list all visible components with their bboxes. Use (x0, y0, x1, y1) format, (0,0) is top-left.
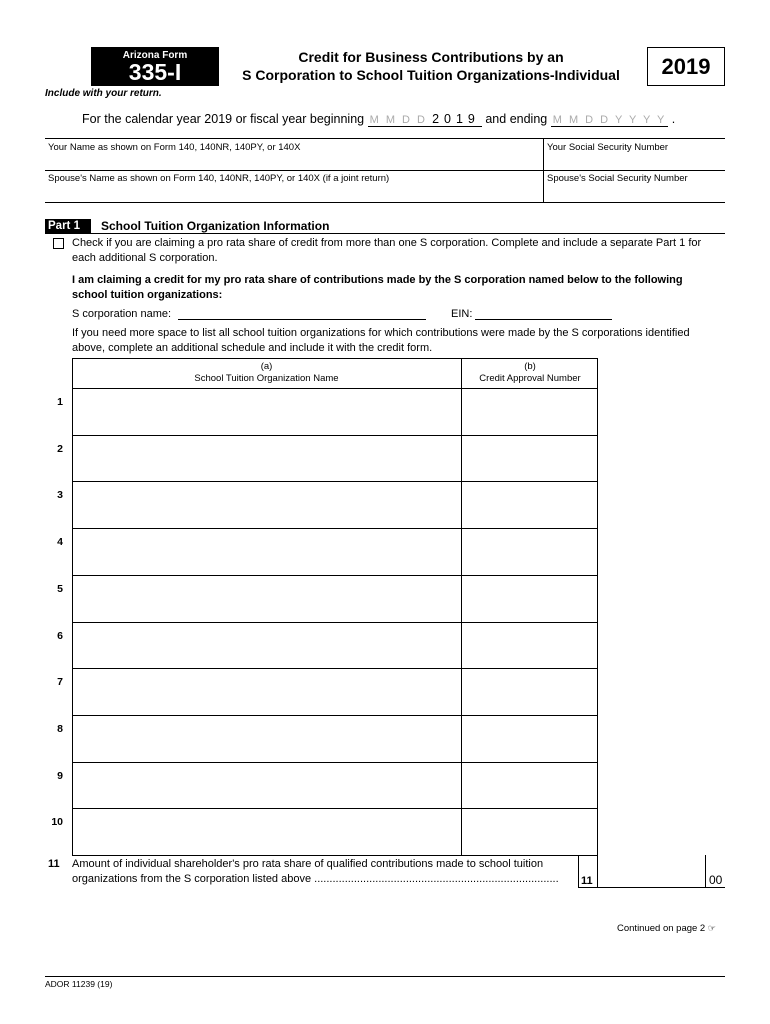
sto-name-field[interactable] (73, 716, 461, 761)
form-number: 335-I (128, 59, 182, 85)
table-row-number: 10 (51, 816, 63, 828)
line11-cents-divider (705, 855, 706, 888)
credit-approval-number-field[interactable] (462, 389, 597, 434)
line11-text (72, 857, 572, 887)
sto-name-field[interactable] (73, 763, 461, 808)
part1-title: School Tuition Organization Information (101, 219, 330, 233)
table-row-number: 8 (57, 723, 63, 735)
name-mid-rule (45, 170, 725, 171)
line11-text-line2: organizations from the S corporation listed above ................................................................................ (72, 873, 559, 885)
include-note: Include with your return. (45, 88, 162, 99)
pointing-hand-icon: ☞ (707, 923, 716, 933)
table-row-number: 9 (57, 770, 63, 782)
checkbox-text-line1: Check if you are claiming a pro rata share of credit from more than one S corporation. Complete and include a separate Part 1 for (72, 237, 702, 249)
s-corp-name-field[interactable] (178, 306, 426, 319)
spouse-name-field[interactable] (45, 184, 542, 201)
col-a-title: School Tuition Organization Name (194, 373, 339, 384)
line11-amount-field[interactable] (598, 856, 705, 887)
sto-name-field[interactable] (73, 576, 461, 621)
table-row-number: 5 (57, 583, 63, 595)
sto-name-field[interactable] (73, 809, 461, 854)
claim-line1: I am claiming a credit for my pro rata share of contributions made by the S corporation named below to the following (72, 274, 683, 286)
spouse-ssn-field[interactable] (544, 184, 725, 201)
footer-rule (45, 976, 725, 977)
form-code: ADOR 11239 (19) (45, 979, 113, 989)
calendar-suffix: . (671, 112, 676, 126)
form-title (222, 48, 640, 84)
sto-name-field[interactable] (73, 436, 461, 481)
spouse-name-label: Spouse's Name as shown on Form 140, 140NR, 140PY, or 140X (if a joint return) (48, 173, 390, 184)
end-date-field[interactable] (551, 114, 669, 127)
col-b-title: Credit Approval Number (479, 373, 581, 384)
credit-approval-number-field[interactable] (462, 436, 597, 481)
calendar-prefix: For the calendar year 2019 or fiscal year beginning (82, 112, 365, 126)
name-top-rule (45, 138, 725, 139)
s-corp-name-label: S corporation name: (72, 308, 172, 320)
s-corp-name-underline (178, 319, 426, 320)
more-space-note (72, 326, 690, 356)
end-date-placeholder: M M D D Y Y Y Y (552, 114, 667, 126)
table-row-number: 2 (57, 443, 63, 455)
your-ssn-label: Your Social Security Number (547, 142, 669, 153)
sto-name-field[interactable] (73, 389, 461, 434)
checkbox-text (72, 236, 701, 266)
sto-name-field[interactable] (73, 482, 461, 527)
continued-text: Continued on page 2 (617, 923, 706, 934)
sto-name-field[interactable] (73, 529, 461, 574)
multiple-s-corp-checkbox[interactable] (53, 238, 64, 249)
credit-approval-number-field[interactable] (462, 529, 597, 574)
col-a-letter: (a) (260, 361, 273, 372)
line11-bottom-rule (578, 887, 725, 888)
table-top-rule (72, 358, 598, 359)
ein-underline (475, 319, 612, 320)
sto-name-field[interactable] (73, 623, 461, 668)
table-row-number: 7 (57, 676, 63, 688)
form-label: Arizona Form (122, 50, 188, 61)
more-space-line1: If you need more space to list all school tuition organizations for which contributions were made by the S corporations identified (72, 327, 690, 339)
credit-approval-number-field[interactable] (462, 482, 597, 527)
col-a-header (72, 361, 461, 385)
continued-note (617, 923, 716, 934)
part1-rule (45, 233, 725, 234)
table-row-number: 3 (57, 489, 63, 501)
ein-field[interactable] (475, 306, 612, 319)
line11-cents: 00 (709, 873, 723, 887)
credit-approval-number-field[interactable] (462, 763, 597, 808)
calendar-middle: and ending (485, 112, 548, 126)
form-title-line2: S Corporation to School Tuition Organizations-Individual (242, 67, 620, 83)
credit-approval-number-field[interactable] (462, 623, 597, 668)
ein-label: EIN: (451, 308, 473, 320)
part1-tag: Part 1 (45, 219, 91, 234)
checkbox-text-line2: each additional S corporation. (72, 252, 218, 264)
tax-year-box: 2019 (647, 47, 725, 86)
begin-date-field[interactable] (368, 112, 482, 127)
col-b-letter: (b) (524, 361, 536, 372)
your-name-label: Your Name as shown on Form 140, 140NR, 140PY, or 140X (48, 142, 301, 153)
more-space-line2: above, complete an additional schedule and include it with the credit form. (72, 342, 433, 354)
begin-date-placeholder: M M D D (369, 114, 427, 126)
form-title-line1: Credit for Business Contributions by an (298, 49, 564, 65)
your-ssn-field[interactable] (544, 152, 725, 169)
table-row-number: 4 (57, 536, 63, 548)
claim-statement (72, 273, 683, 303)
table-row-number: 6 (57, 630, 63, 642)
table-right-rule (597, 358, 598, 855)
begin-year: 2019 (432, 112, 480, 126)
table-row-number: 1 (57, 396, 63, 408)
line11-box-number: 11 (581, 875, 593, 887)
line11-text-line1: Amount of individual shareholder's pro rata share of qualified contributions made to school tuition (72, 858, 544, 870)
name-bottom-rule (45, 202, 725, 203)
credit-approval-number-field[interactable] (462, 669, 597, 714)
credit-approval-number-field[interactable] (462, 576, 597, 621)
spouse-ssn-label: Spouse's Social Security Number (547, 173, 688, 184)
claim-line2: school tuition organizations: (72, 289, 223, 301)
form-number-box (91, 47, 219, 86)
credit-approval-number-field[interactable] (462, 809, 597, 854)
calendar-year-line (82, 112, 675, 127)
credit-approval-number-field[interactable] (462, 716, 597, 761)
line11-number: 11 (48, 858, 60, 870)
col-b-header (462, 361, 598, 385)
sto-name-field[interactable] (73, 669, 461, 714)
table-bottom-rule (72, 855, 598, 856)
your-name-field[interactable] (45, 152, 542, 169)
line11-box-left (578, 855, 579, 888)
